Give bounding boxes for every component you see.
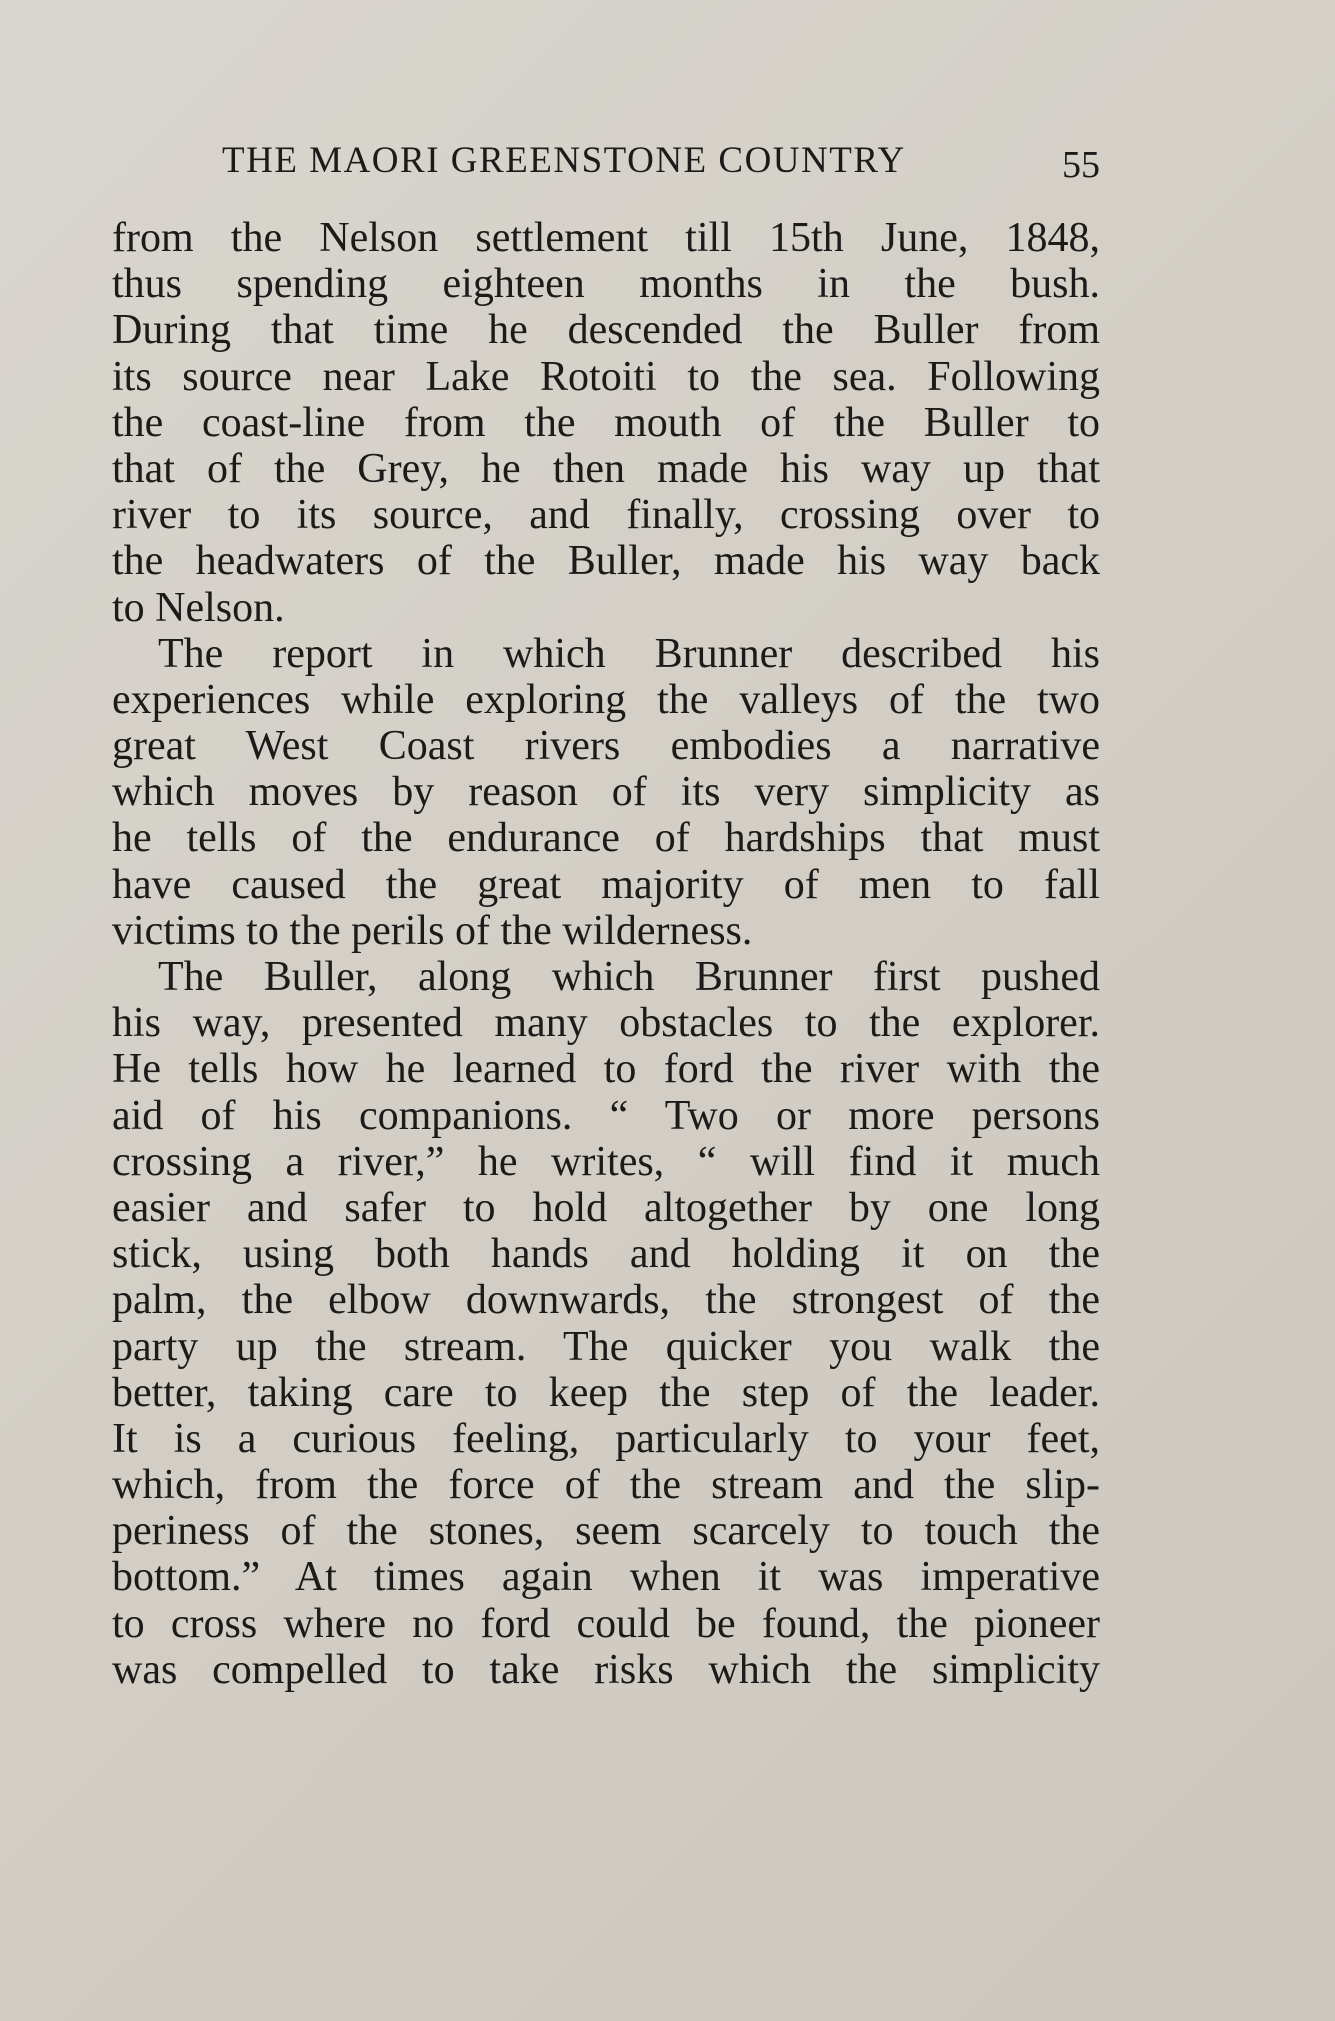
text-line: The Buller, along which Brunner first pushed [158,954,1100,1000]
text-line: bottom.” At times again when it was imperative [112,1554,1100,1601]
text-line: palm, the elbow downwards, the strongest of the [112,1277,1100,1324]
text-line: great West Coast rivers embodies a narrative [112,723,1100,770]
text-line: was compelled to take risks which the simplicity [112,1646,1100,1693]
text-line: to Nelson. [112,584,285,631]
body-text [112,215,1100,1693]
text-line: thus spending eighteen months in the bush. [112,261,1100,308]
text-line: which, from the force of the stream and the slip- [112,1462,1100,1509]
text-line: experiences while exploring the valleys of the two [112,676,1100,723]
text-line: periness of the stones, seem scarcely to touch the [112,1508,1100,1555]
text-line: which moves by reason of its very simplicity as [112,769,1100,816]
text-line: crossing a river,” he writes, “ will find it much [112,1138,1100,1185]
text-line: During that time he descended the Buller from [112,307,1100,354]
text-line: party up the stream. The quicker you walk the [112,1323,1100,1370]
text-line: better, taking care to keep the step of the leader. [112,1369,1100,1416]
text-line: that of the Grey, he then made his way up that [112,445,1100,492]
text-line: have caused the great majority of men to fall [112,861,1100,908]
text-line: The report in which Brunner described his [158,630,1100,677]
text-line: his way, presented many obstacles to the explorer. [112,1000,1100,1047]
text-line: easier and safer to hold altogether by one long [112,1184,1100,1231]
running-title: THE MAORI GREENSTONE COUNTRY [222,140,906,181]
text-line: to cross where no ford could be found, the pioneer [112,1600,1100,1647]
text-line: he tells of the endurance of hardships that must [112,815,1100,862]
text-line: the coast-line from the mouth of the Buller to [112,399,1100,446]
text-line: the headwaters of the Buller, made his way back [112,538,1100,585]
text-line: victims to the perils of the wilderness. [112,907,753,954]
running-head [110,136,1100,186]
page-number: 55 [1062,144,1100,186]
text-line: He tells how he learned to ford the river with the [112,1046,1100,1093]
text-line: stick, using both hands and holding it on the [112,1231,1100,1278]
text-line: its source near Lake Rotoiti to the sea. Following [112,353,1100,400]
text-line: It is a curious feeling, particularly to your feet, [112,1415,1100,1462]
text-line: aid of his companions. “ Two or more persons [112,1092,1100,1139]
text-line: river to its source, and finally, crossing over to [112,492,1100,539]
text-line: from the Nelson settlement till 15th June, 1848, [112,215,1100,261]
